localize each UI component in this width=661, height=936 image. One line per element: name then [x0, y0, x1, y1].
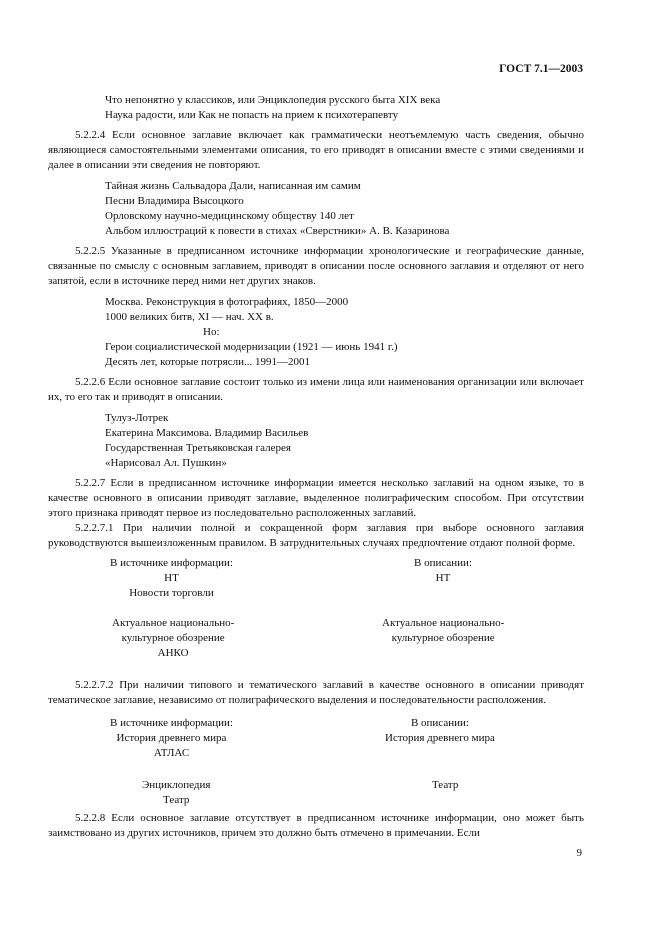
example-line: Тайная жизнь Сальвадора Дали, написанная им самим	[105, 180, 361, 192]
source-title: НТ	[164, 572, 179, 584]
standard-header: ГОСТ 7.1—2003	[499, 63, 583, 75]
description-line: Актуальное национально-	[382, 617, 505, 629]
example-line: Песни Владимира Высоцкого	[105, 195, 244, 207]
paragraph-5-2-2-6: 5.2.2.6 Если основное заглавие состоит только из имени лица или наименования организации или включает их, то его так и приводят в описании.	[48, 376, 584, 403]
source-label: В источнике информации:	[110, 717, 233, 729]
description-title: НТ	[435, 572, 451, 584]
source-subtitle: Новости торговли	[129, 587, 214, 599]
example-line: Альбом иллюстраций к повести в стихах «Сверстники» А. В. Казаринова	[105, 225, 450, 237]
source-line: Актуальное национально-	[112, 617, 235, 629]
example-line: «Нарисовал Ал. Пушкин»	[105, 457, 227, 469]
example-line: Что непонятно у классиков, или Энциклопедия русского быта XIX века	[105, 94, 441, 106]
example-line: Екатерина Максимова. Владимир Васильев	[105, 427, 309, 439]
example-line: Герои социалистической модернизации (1921 — июнь 1941 г.)	[105, 341, 398, 353]
examples-5-2-2-4	[105, 179, 584, 239]
example-line: Орловскому научно-медицинскому обществу 140 лет	[105, 210, 354, 222]
page-body	[48, 93, 584, 841]
source-line: Театр	[163, 794, 190, 806]
paragraph-5-2-2-8: 5.2.2.8 Если основное заглавие отсутствует в предписанном источнике информации, оно может быть заимствовано из других источников, причем это должно быть отмечено в примечании. Если	[48, 812, 584, 839]
description-line: культурное обозрение	[391, 632, 495, 644]
source-type: АТЛАС	[153, 747, 190, 759]
description-column-2	[382, 616, 504, 646]
but-label: Но:	[203, 326, 220, 338]
examples-5-2-2-6	[105, 411, 584, 471]
source-column	[110, 716, 233, 761]
example-table-5-2-2-7-2	[48, 714, 584, 811]
source-column-2	[112, 616, 234, 661]
examples-block-1	[105, 93, 584, 123]
source-title: История древнего мира	[116, 732, 227, 744]
example-line: Наука радости, или Как не попасть на прием к психотерапевту	[105, 109, 399, 121]
source-column-2	[142, 778, 210, 808]
source-abbrev: АНКО	[157, 647, 189, 659]
paragraph-5-2-2-7: 5.2.2.7 Если в предписанном источнике информации имеется несколько заглавий на одном языке, то в качестве основного в описании приводят заглавие, выделенное полиграфическим способом. При отсутствии этого признака приводят первое из последовательно расположенных заглавий.	[48, 477, 584, 519]
description-label: В описании:	[414, 557, 472, 569]
example-line: Десять лет, которые потрясли... 1991—2001	[105, 356, 310, 368]
paragraph-5-2-2-7-2: 5.2.2.7.2 При наличии типового и тематического заглавий в качестве основного в описании приводят тематическое заглавие, независимо от полиграфического выделения и последовательности расположения.	[48, 679, 584, 706]
example-line: 1000 великих битв, XI — нач. XX в.	[105, 311, 274, 323]
paragraph-5-2-2-5: 5.2.2.5 Указанные в предписанном источнике информации хронологические и географические данные, связанные по смыслу с основным заглавием, приводят в описании после основного заглавия и отделяют от него запятой, если в источнике перед ними нет других знаков.	[48, 245, 584, 287]
paragraph-5-2-2-4: 5.2.2.4 Если основное заглавие включает как грамматически неотъемлемую часть сведения, обычно являющиеся самостоятельными элементами описания, то его приводят в описании вместе с этими сведениями и далее в описании эти сведения не повторяют.	[48, 129, 584, 171]
examples-5-2-2-5	[105, 295, 584, 370]
example-line: Государственная Третьяковская галерея	[105, 442, 291, 454]
source-column	[110, 556, 233, 601]
description-column-2	[432, 778, 458, 793]
page-number: 9	[576, 847, 582, 859]
source-line: культурное обозрение	[121, 632, 225, 644]
description-label: В описании:	[410, 717, 469, 729]
example-line: Москва. Реконструкция в фотографиях, 1850—2000	[105, 296, 349, 308]
description-column	[385, 716, 495, 746]
example-line: Тулуз-Лотрек	[105, 412, 169, 424]
example-table-5-2-2-7-1	[48, 556, 584, 678]
source-line: Энциклопедия	[142, 779, 211, 791]
description-title: История древнего мира	[385, 732, 495, 744]
description-column	[414, 556, 472, 586]
description-line: Театр	[432, 779, 459, 791]
source-label: В источнике информации:	[110, 557, 233, 569]
paragraph-5-2-2-7-1: 5.2.2.7.1 При наличии полной и сокращенной форм заглавия при выборе основного заглавия руководствуются вышеизложенным правилом. В затруднительных случаях предпочтение отдают полной форме.	[48, 522, 584, 549]
